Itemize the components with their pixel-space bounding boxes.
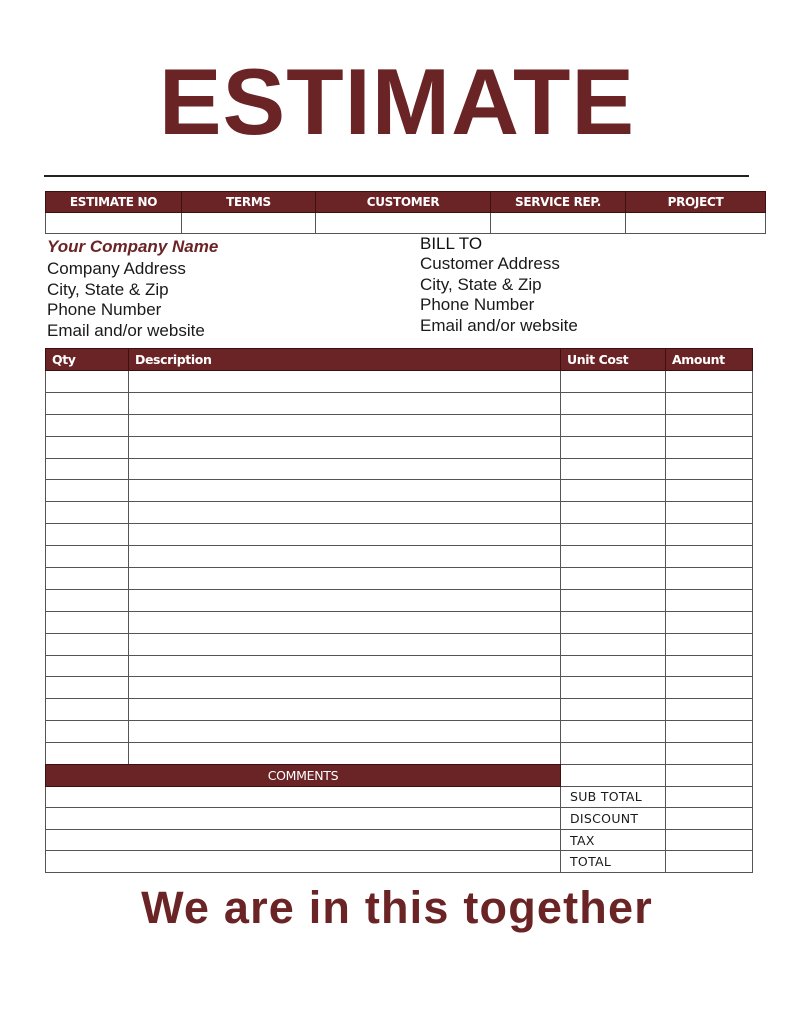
totals-blank-value[interactable] <box>666 765 753 787</box>
company-info <box>47 236 218 341</box>
meta-header-service-rep: SERVICE REP. <box>491 192 626 213</box>
unit-cost-cell[interactable] <box>561 502 666 524</box>
amount-cell[interactable] <box>666 743 753 765</box>
table-row <box>46 611 753 633</box>
qty-cell[interactable] <box>46 371 129 393</box>
description-cell[interactable] <box>129 524 561 546</box>
unit-cost-cell[interactable] <box>561 633 666 655</box>
description-cell[interactable] <box>129 414 561 436</box>
unit-cost-cell[interactable] <box>561 524 666 546</box>
totals-blank-label <box>561 765 666 787</box>
unit-cost-cell[interactable] <box>561 458 666 480</box>
items-header-amount: Amount <box>666 349 753 371</box>
meta-value-estimate-no[interactable] <box>46 213 182 234</box>
amount-cell[interactable] <box>666 458 753 480</box>
qty-cell[interactable] <box>46 436 129 458</box>
qty-cell[interactable] <box>46 655 129 677</box>
qty-cell[interactable] <box>46 480 129 502</box>
table-row <box>46 392 753 414</box>
table-row <box>46 699 753 721</box>
description-cell[interactable] <box>129 546 561 568</box>
company-city: City, State & Zip <box>47 279 169 299</box>
table-row <box>46 524 753 546</box>
company-name: Your Company Name <box>47 237 219 256</box>
comments-line[interactable] <box>46 808 561 830</box>
comments-line[interactable] <box>46 851 561 873</box>
description-cell[interactable] <box>129 677 561 699</box>
description-cell[interactable] <box>129 589 561 611</box>
qty-cell[interactable] <box>46 589 129 611</box>
amount-cell[interactable] <box>666 677 753 699</box>
description-cell[interactable] <box>129 458 561 480</box>
meta-header-estimate-no: ESTIMATE NO <box>46 192 182 213</box>
amount-cell[interactable] <box>666 546 753 568</box>
unit-cost-cell[interactable] <box>561 436 666 458</box>
bill-to-email: Email and/or website <box>420 315 578 335</box>
unit-cost-cell[interactable] <box>561 677 666 699</box>
table-row <box>46 655 753 677</box>
company-address: Company Address <box>47 259 186 278</box>
unit-cost-cell[interactable] <box>561 371 666 393</box>
description-cell[interactable] <box>129 502 561 524</box>
unit-cost-cell[interactable] <box>561 721 666 743</box>
qty-cell[interactable] <box>46 633 129 655</box>
bill-to-info <box>420 233 578 336</box>
description-cell[interactable] <box>129 721 561 743</box>
table-row <box>46 371 753 393</box>
unit-cost-cell[interactable] <box>561 611 666 633</box>
items-header-qty: Qty <box>46 349 129 371</box>
table-row <box>46 589 753 611</box>
unit-cost-cell[interactable] <box>561 546 666 568</box>
meta-header-terms: TERMS <box>182 192 316 213</box>
discount-value[interactable] <box>666 808 753 830</box>
amount-cell[interactable] <box>666 502 753 524</box>
company-phone: Phone Number <box>47 300 162 319</box>
bill-to-city: City, State & Zip <box>420 274 542 294</box>
meta-value-customer[interactable] <box>316 213 491 234</box>
unit-cost-cell[interactable] <box>561 589 666 611</box>
table-row <box>46 502 753 524</box>
qty-cell[interactable] <box>46 611 129 633</box>
qty-cell[interactable] <box>46 414 129 436</box>
table-row <box>46 633 753 655</box>
comments-line[interactable] <box>46 786 561 808</box>
estimate-meta-table <box>45 191 766 234</box>
description-cell[interactable] <box>129 743 561 765</box>
table-row <box>46 458 753 480</box>
meta-header-project: PROJECT <box>626 192 766 213</box>
description-cell[interactable] <box>129 436 561 458</box>
meta-value-project[interactable] <box>626 213 766 234</box>
bill-to-phone: Phone Number <box>420 295 535 314</box>
table-row <box>46 414 753 436</box>
table-row <box>46 721 753 743</box>
total-value[interactable] <box>666 851 753 873</box>
company-email: Email and/or website <box>47 320 205 340</box>
amount-cell[interactable] <box>666 524 753 546</box>
totals-table <box>45 764 753 873</box>
qty-cell[interactable] <box>46 699 129 721</box>
unit-cost-cell[interactable] <box>561 743 666 765</box>
unit-cost-cell[interactable] <box>561 392 666 414</box>
qty-cell[interactable] <box>46 502 129 524</box>
amount-cell[interactable] <box>666 655 753 677</box>
tax-value[interactable] <box>666 829 753 851</box>
table-row <box>46 480 753 502</box>
qty-cell[interactable] <box>46 677 129 699</box>
table-row <box>46 568 753 590</box>
description-cell[interactable] <box>129 655 561 677</box>
amount-cell[interactable] <box>666 721 753 743</box>
amount-cell[interactable] <box>666 414 753 436</box>
amount-cell[interactable] <box>666 371 753 393</box>
qty-cell[interactable] <box>46 743 129 765</box>
description-cell[interactable] <box>129 371 561 393</box>
description-cell[interactable] <box>129 480 561 502</box>
title-divider <box>44 175 749 177</box>
footer-slogan: We are in this together <box>141 882 653 933</box>
discount-label: DISCOUNT <box>561 808 666 830</box>
page-title: ESTIMATE <box>158 49 636 154</box>
description-cell[interactable] <box>129 392 561 414</box>
comments-line[interactable] <box>46 829 561 851</box>
unit-cost-cell[interactable] <box>561 655 666 677</box>
unit-cost-cell[interactable] <box>561 480 666 502</box>
amount-cell[interactable] <box>666 699 753 721</box>
comments-header: COMMENTS <box>46 765 561 787</box>
unit-cost-cell[interactable] <box>561 568 666 590</box>
bill-to-title: BILL TO <box>420 234 483 253</box>
amount-cell[interactable] <box>666 436 753 458</box>
table-row <box>46 743 753 765</box>
meta-header-customer: CUSTOMER <box>316 192 491 213</box>
subtotal-value[interactable] <box>666 786 753 808</box>
amount-cell[interactable] <box>666 480 753 502</box>
line-items-table <box>45 348 753 765</box>
amount-cell[interactable] <box>666 611 753 633</box>
qty-cell[interactable] <box>46 568 129 590</box>
total-label: TOTAL <box>561 851 666 873</box>
table-row <box>46 436 753 458</box>
qty-cell[interactable] <box>46 721 129 743</box>
unit-cost-cell[interactable] <box>561 414 666 436</box>
subtotal-label: SUB TOTAL <box>561 786 666 808</box>
meta-value-terms[interactable] <box>182 213 316 234</box>
unit-cost-cell[interactable] <box>561 699 666 721</box>
description-cell[interactable] <box>129 699 561 721</box>
description-cell[interactable] <box>129 611 561 633</box>
bill-to-address: Customer Address <box>420 254 560 273</box>
items-header-unit-cost: Unit Cost <box>561 349 666 371</box>
qty-cell[interactable] <box>46 524 129 546</box>
meta-value-service-rep[interactable] <box>491 213 626 234</box>
amount-cell[interactable] <box>666 589 753 611</box>
description-cell[interactable] <box>129 633 561 655</box>
qty-cell[interactable] <box>46 546 129 568</box>
qty-cell[interactable] <box>46 392 129 414</box>
items-header-description: Description <box>129 349 561 371</box>
description-cell[interactable] <box>129 568 561 590</box>
amount-cell[interactable] <box>666 633 753 655</box>
amount-cell[interactable] <box>666 392 753 414</box>
table-row <box>46 677 753 699</box>
amount-cell[interactable] <box>666 568 753 590</box>
table-row <box>46 546 753 568</box>
qty-cell[interactable] <box>46 458 129 480</box>
tax-label: TAX <box>561 829 666 851</box>
